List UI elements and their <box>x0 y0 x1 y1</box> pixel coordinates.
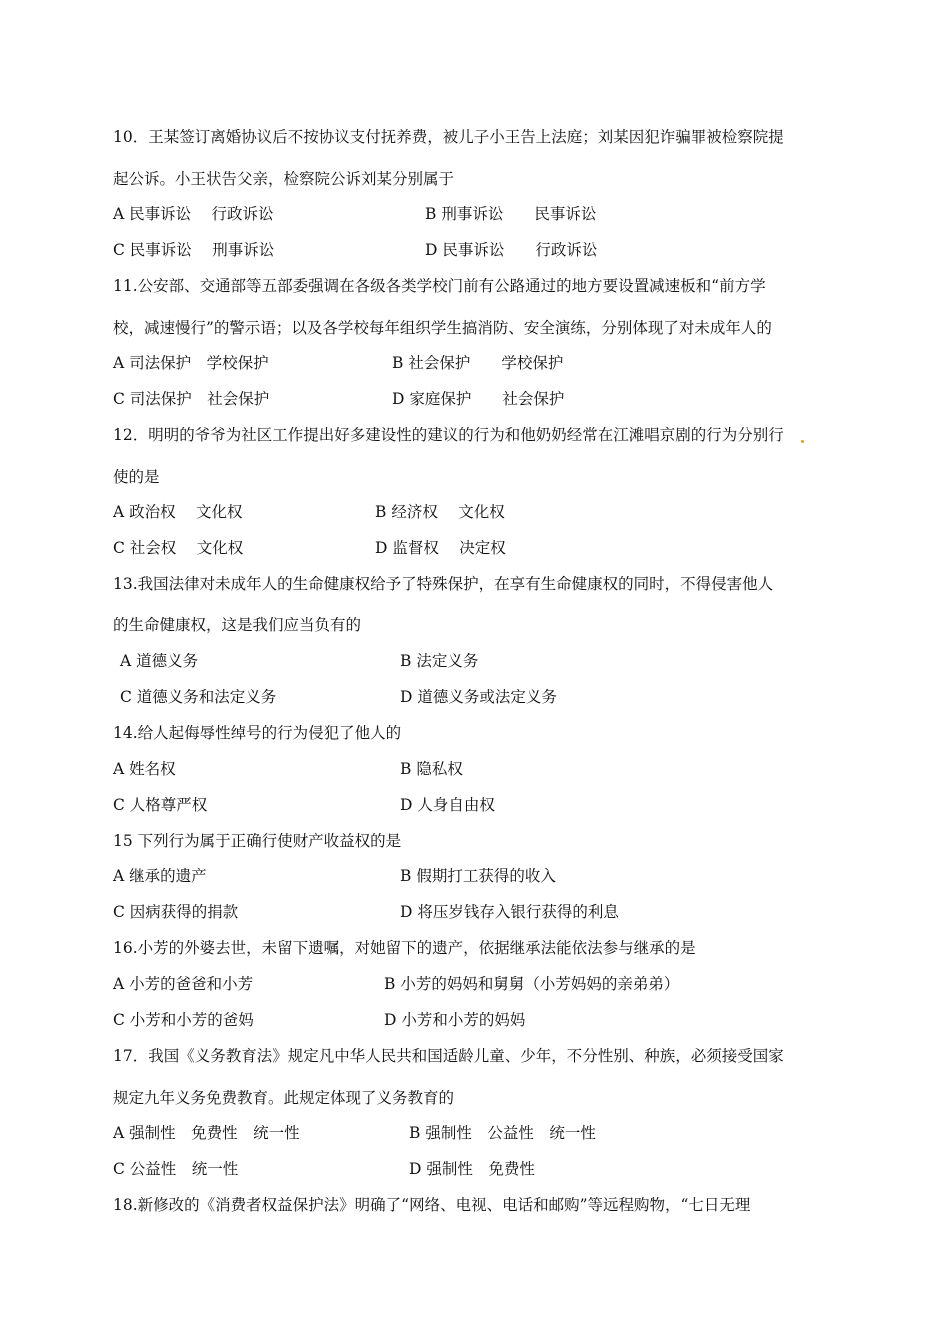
stray-mark <box>801 440 804 443</box>
question-13-stem-line-1: 13.我国法律对未成年人的生命健康权给予了特殊保护，在享有生命健康权的同时，不得侵害他人 <box>113 575 774 593</box>
question-13-option-c: C 道德义务和法定义务 <box>120 688 277 706</box>
question-11-option-b: B 社会保护 学校保护 <box>392 354 564 372</box>
question-10-option-c: C 民事诉讼 刑事诉讼 <box>113 241 275 259</box>
question-12-option-c: C 社会权 文化权 <box>113 539 244 557</box>
question-12-option-a: A 政治权 文化权 <box>113 503 243 521</box>
question-13-option-a: A 道德义务 <box>120 652 199 670</box>
question-17-option-b: B 强制性 公益性 统一性 <box>409 1124 596 1142</box>
question-14-option-a: A 姓名权 <box>113 760 176 778</box>
question-12-stem-line-2: 使的是 <box>113 468 160 486</box>
question-16-stem: 16.小芳的外婆去世，未留下遗嘱，对她留下的遗产，依据继承法能依法参与继承的是 <box>113 939 696 957</box>
question-10-option-a: A 民事诉讼 行政诉讼 <box>113 205 274 223</box>
question-15-option-d: D 将压岁钱存入银行获得的利息 <box>400 903 619 921</box>
question-12-option-b: B 经济权 文化权 <box>375 503 505 521</box>
question-17-option-c: C 公益性 统一性 <box>113 1160 239 1178</box>
question-11-option-a: A 司法保护 学校保护 <box>113 354 269 372</box>
question-14-option-b: B 隐私权 <box>400 760 463 778</box>
question-15-option-a: A 继承的遗产 <box>113 867 207 885</box>
question-15-stem: 15 下列行为属于正确行使财产收益权的是 <box>113 832 402 850</box>
question-11-stem-line-2: 校，减速慢行”的警示语；以及各学校每年组织学生搞消防、安全演练，分别体现了对未成年人的 <box>113 319 772 337</box>
question-17-option-d: D 强制性 免费性 <box>409 1160 535 1178</box>
question-14-stem: 14.给人起侮辱性绰号的行为侵犯了他人的 <box>113 724 402 742</box>
question-11-option-c: C 司法保护 社会保护 <box>113 390 270 408</box>
question-15-option-c: C 因病获得的捐款 <box>113 903 239 921</box>
question-15-option-b: B 假期打工获得的收入 <box>400 867 556 885</box>
question-13-option-b: B 法定义务 <box>400 652 479 670</box>
question-12-option-d: D 监督权 决定权 <box>375 539 506 557</box>
question-13-option-d: D 道德义务或法定义务 <box>400 688 557 706</box>
question-17-stem-line-1: 17．我国《义务教育法》规定凡中华人民共和国适龄儿童、少年，不分性别、种族，必须接受国家 <box>113 1047 784 1065</box>
question-16-option-c: C 小芳和小芳的爸妈 <box>113 1011 254 1029</box>
question-11-stem-line-1: 11.公安部、交通部等五部委强调在各级各类学校门前有公路通过的地方要设置减速板和“前方学 <box>113 277 766 295</box>
question-16-option-d: D 小芳和小芳的妈妈 <box>384 1011 526 1029</box>
question-16-option-a: A 小芳的爸爸和小芳 <box>113 975 254 993</box>
question-14-option-c: C 人格尊严权 <box>113 796 208 814</box>
question-13-stem-line-2: 的生命健康权，这是我们应当负有的 <box>113 616 362 634</box>
question-11-option-d: D 家庭保护 社会保护 <box>392 390 565 408</box>
question-17-option-a: A 强制性 免费性 统一性 <box>113 1124 300 1142</box>
question-10-option-b: B 刑事诉讼 民事诉讼 <box>425 205 597 223</box>
question-12-stem-line-1: 12．明明的爷爷为社区工作提出好多建设性的建议的行为和他奶奶经常在江滩唱京剧的行为分别行 <box>113 426 784 444</box>
question-18-stem: 18.新修改的《消费者权益保护法》明确了“网络、电视、电话和邮购”等远程购物，“七日无理 <box>113 1196 751 1214</box>
question-16-option-b: B 小芳的妈妈和舅舅（小芳妈妈的亲弟弟） <box>384 975 680 993</box>
question-17-stem-line-2: 规定九年义务免费教育。此规定体现了义务教育的 <box>113 1089 455 1107</box>
question-10-option-d: D 民事诉讼 行政诉讼 <box>425 241 598 259</box>
question-14-option-d: D 人身自由权 <box>400 796 495 814</box>
question-10-stem-line-2: 起公诉。小王状告父亲，检察院公诉刘某分别属于 <box>113 170 455 188</box>
question-10-stem-line-1: 10．王某签订离婚协议后不按协议支付抚养费，被儿子小王告上法庭；刘某因犯诈骗罪被检察院提 <box>113 128 784 146</box>
